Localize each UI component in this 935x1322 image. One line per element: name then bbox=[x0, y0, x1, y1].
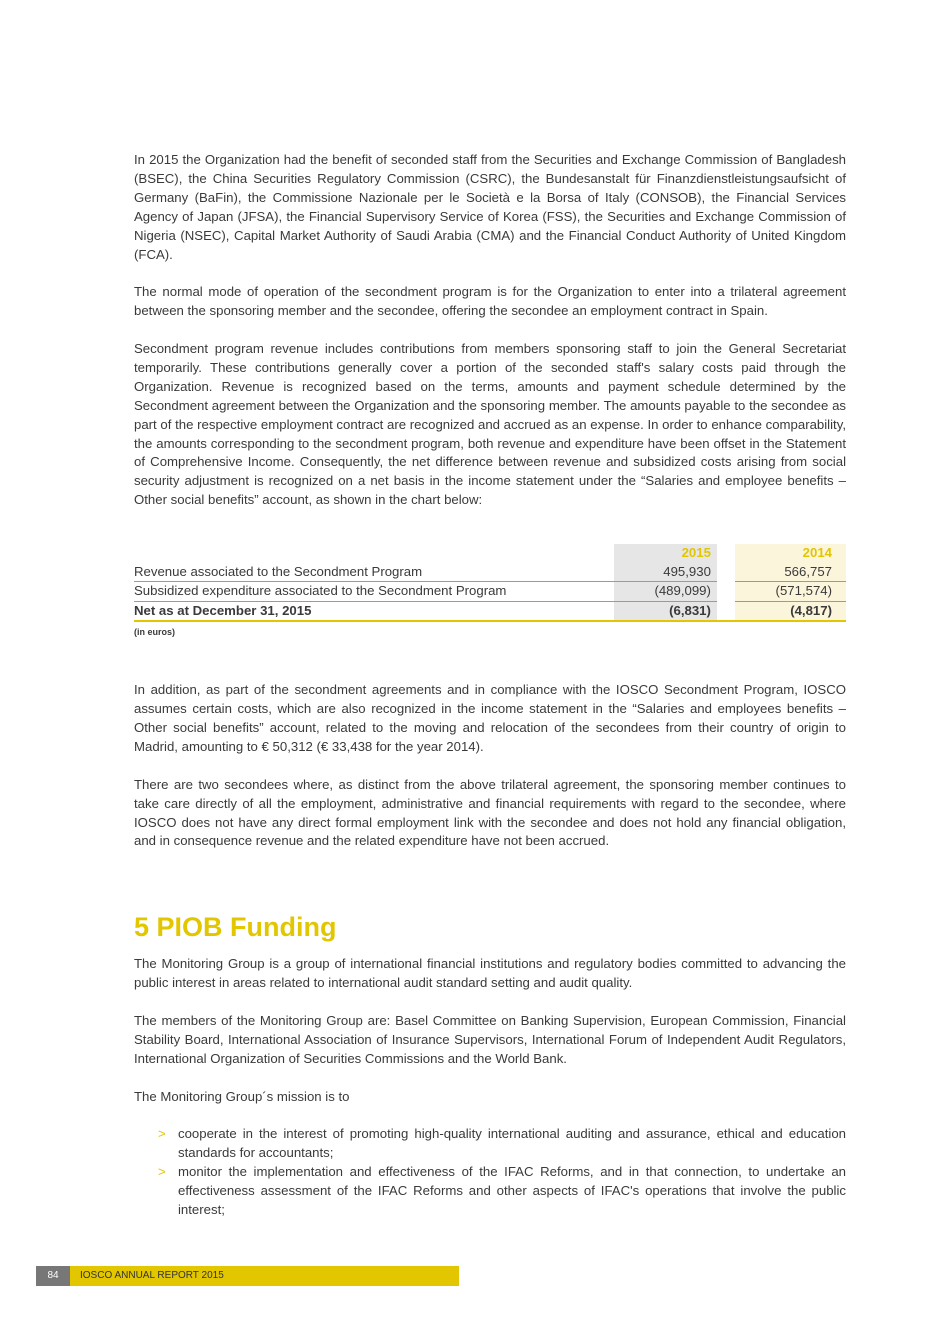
row-value-2015: (6,831) bbox=[614, 601, 717, 621]
table-header-2014: 2014 bbox=[735, 544, 846, 563]
list-item bbox=[158, 1125, 846, 1163]
row-label: Subsidized expenditure associated to the Secondment Program bbox=[134, 582, 614, 602]
table-header-label bbox=[134, 544, 614, 563]
row-label: Revenue associated to the Secondment Program bbox=[134, 563, 423, 579]
paragraph-members: The members of the Monitoring Group are: Basel Committee on Banking Supervision, European Commission, Financial Stability Board, International Association of Insurance Supervisors, International Forum of Independent Audit Regulators, International Organization of Securities Commissions and the World Bank. bbox=[134, 1013, 846, 1066]
table-row bbox=[134, 563, 846, 582]
paragraph-monitoring-group: The Monitoring Group is a group of international financial institutions and regulatory bodies committed to advancing the public interest in areas related to international audit standard setting and audit quality. bbox=[134, 956, 846, 991]
row-value-2014: 566,757 bbox=[735, 563, 846, 582]
mission-list bbox=[158, 1125, 846, 1220]
chevron-right-icon: > bbox=[158, 1126, 166, 1142]
paragraph-seconded-staff: In 2015 the Organization had the benefit of seconded staff from the Securities and Exchange Commission of Bangladesh (BSEC), the China Securities Regulatory Commission (CSRC), the Bundesanstalt für Finanzdienstleistungsaufsicht of Germany (BaFin), the Commissione Nazionale per le Società e la Borsa of Italy (CONSOB), the Financial Services Agency of Japan (JFSA), the Financial Supervisory Service of Korea (FSS), the Securities and Exchange Commission of Nigeria (NSEC), Capital Market Authority of Saudi Arabia (CMA) and the Financial Conduct Authority of United Kingdom (FCA). bbox=[134, 152, 846, 262]
list-item-text: monitor the implementation and effectiveness of the IFAC Reforms, and in that connection, to undertake an effectiveness assessment of the IFAC Reforms and other aspects of IFAC's operations that involve the public interest; bbox=[178, 1164, 846, 1218]
paragraph-program-revenue: Secondment program revenue includes contributions from members sponsoring staff to join the General Secretariat temporarily. These contributions generally cover a portion of the seconded staff's salary costs paid through the Organization. Revenue is recognized based on the terms, amounts and payment schedule determined by the Secondment agreement between the Organization and the sponsoring member. The amounts payable to the secondee as part of the respective employment contract are recognized and accrued as an expense. In order to enhance comparability, the amounts corresponding to the secondment program, both revenue and expenditure have been offset in the Statement of Comprehensive Income. Consequently, the net difference between revenue and subsidized costs arising from social security adjustment is recognized on a net basis in the income statement under the “Salaries and employee benefits – Other social benefits” account, as shown in the chart below: bbox=[134, 341, 846, 508]
row-value-2015: 495,930 bbox=[614, 563, 717, 582]
paragraph-mode-of-operation: The normal mode of operation of the secondment program is for the Organization to enter into a trilateral agreement between the sponsoring member and the secondee, offering the secondee an employment contract in Spain. bbox=[134, 284, 846, 319]
paragraph-mission: The Monitoring Group´s mission is to bbox=[134, 1088, 350, 1104]
table-note: (in euros) bbox=[134, 627, 176, 638]
secondment-table bbox=[134, 544, 846, 622]
table-header-row bbox=[134, 544, 846, 563]
list-item-text: cooperate in the interest of promoting high-quality international auditing and assurance, ethical and education standards for accountants; bbox=[178, 1126, 846, 1161]
list-item bbox=[158, 1163, 846, 1220]
row-value-2014: (571,574) bbox=[735, 582, 846, 602]
page-footer bbox=[36, 1266, 459, 1286]
footer-title: IOSCO ANNUAL REPORT 2015 bbox=[70, 1266, 459, 1286]
row-value-2014: (4,817) bbox=[735, 601, 846, 621]
row-value-2015: (489,099) bbox=[614, 582, 717, 602]
section-heading: 5 PIOB Funding bbox=[134, 912, 337, 943]
page-content bbox=[134, 151, 846, 1220]
table-header-2015: 2015 bbox=[614, 544, 717, 563]
chevron-right-icon: > bbox=[158, 1164, 166, 1180]
paragraph-relocation-costs: In addition, as part of the secondment agreements and in compliance with the IOSCO Secondment Program, IOSCO assumes certain costs, which are also recognized in the income statement in the “Salaries and employees benefits – Other social benefits” account, related to the moving and relocation of the secondees from their country of origin to Madrid, amounting to € 50,312 (€ 33,438 for the year 2014). bbox=[134, 682, 846, 754]
page-number: 84 bbox=[36, 1266, 70, 1286]
row-label: Net as at December 31, 2015 bbox=[134, 601, 614, 621]
table-row-total bbox=[134, 601, 846, 621]
table-row bbox=[134, 582, 846, 602]
paragraph-two-secondees: There are two secondees where, as distinct from the above trilateral agreement, the sponsoring member continues to take care directly of all the employment, administrative and financial requirements with regard to the secondee, where IOSCO does not have any direct formal employment link with the secondee and does not hold any financial obligation, and in consequence revenue and the related expenditure have not been accrued. bbox=[134, 776, 846, 849]
